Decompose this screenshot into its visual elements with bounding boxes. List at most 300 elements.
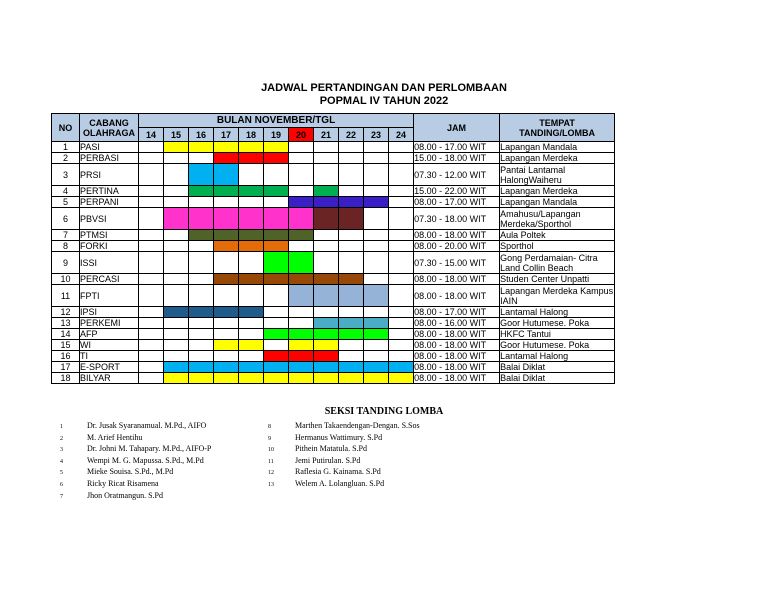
- day-cell-22: [339, 307, 364, 318]
- row-number: 6: [52, 208, 80, 230]
- day-cell-16: [189, 318, 214, 329]
- header-jam: JAM: [414, 114, 500, 142]
- sport-name: PERCASI: [80, 274, 139, 285]
- day-cell-22: [339, 274, 364, 285]
- day-cell-14: [139, 351, 164, 362]
- day-cell-17: [214, 241, 239, 252]
- sport-name: PTMSI: [80, 230, 139, 241]
- staff-list-left: [60, 421, 211, 502]
- day-cell-18: [239, 208, 264, 230]
- day-cell-21: [314, 329, 339, 340]
- day-cell-18: [239, 197, 264, 208]
- table-row: [52, 329, 615, 340]
- venue-cell: Lapangan Merdeka Kampus IAIN: [500, 285, 614, 306]
- day-cell-24: [389, 153, 414, 164]
- day-cell-19: [264, 252, 289, 274]
- day-cell-17: [214, 164, 239, 186]
- staff-item: [60, 456, 211, 468]
- day-cell-15: [164, 197, 189, 208]
- day-cell-20: [289, 252, 314, 274]
- day-cell-19: [264, 153, 289, 164]
- staff-number: 8: [268, 424, 271, 430]
- day-cell-18: [239, 230, 264, 241]
- day-cell-15: [164, 164, 189, 186]
- day-cell-16: [189, 373, 214, 384]
- day-cell-15: [164, 230, 189, 241]
- header-bulan: BULAN NOVEMBER/TGL: [139, 114, 414, 128]
- day-cell-23: [364, 307, 389, 318]
- time-cell: 08.00 - 18.00 WIT: [414, 274, 500, 285]
- sport-name: AFP: [80, 329, 139, 340]
- day-cell-16: [189, 285, 214, 307]
- day-cell-22: [339, 241, 364, 252]
- staff-number: 11: [268, 458, 274, 465]
- day-cell-22: [339, 153, 364, 164]
- day-cell-17: [214, 208, 239, 230]
- staff-number: 1: [60, 424, 63, 430]
- time-cell: 08.00 - 18.00 WIT: [414, 351, 500, 362]
- staff-item: [268, 456, 420, 468]
- staff-item: [268, 433, 420, 445]
- day-cell-18: [239, 307, 264, 318]
- day-cell-22: [339, 329, 364, 340]
- day-cell-23: [364, 208, 389, 230]
- sport-name: BILYAR: [80, 373, 139, 384]
- venue-cell: HKFC Tantui: [500, 329, 615, 340]
- day-cell-17: [214, 186, 239, 197]
- day-cell-15: [164, 351, 189, 362]
- row-number: 16: [52, 351, 80, 362]
- staff-item: [268, 444, 420, 456]
- day-cell-16: [189, 208, 214, 230]
- staff-section-title: SEKSI TANDING LOMBA: [324, 406, 444, 417]
- day-cell-14: [139, 153, 164, 164]
- day-cell-20: [289, 285, 314, 307]
- day-cell-15: [164, 241, 189, 252]
- staff-name: Marthen Takaendengan-Dengan. S.Sos: [295, 421, 420, 430]
- day-cell-14: [139, 285, 164, 307]
- table-row: [52, 362, 615, 373]
- day-cell-16: [189, 351, 214, 362]
- day-cell-23: [364, 329, 389, 340]
- staff-name: M. Arief Hentihu: [87, 432, 143, 442]
- staff-number: 6: [60, 481, 63, 488]
- staff-list-right: [268, 421, 420, 491]
- day-cell-23: [364, 340, 389, 351]
- time-cell: 07.30 - 15.00 WIT: [414, 252, 500, 274]
- day-cell-14: [139, 142, 164, 153]
- schedule-table: [51, 113, 615, 384]
- row-number: 1: [52, 142, 80, 153]
- day-header-21: 21: [314, 128, 339, 142]
- table-row: [52, 164, 615, 186]
- day-cell-15: [164, 142, 189, 153]
- day-cell-20: [289, 164, 314, 186]
- table-row: [52, 241, 615, 252]
- venue-cell: Sporthol: [500, 241, 615, 252]
- day-cell-24: [389, 230, 414, 241]
- day-cell-21: [314, 252, 339, 274]
- day-header-22: 22: [339, 128, 364, 142]
- staff-name: Mieke Souisa. S.Pd., M.Pd: [87, 467, 174, 477]
- day-cell-16: [189, 241, 214, 252]
- day-cell-24: [389, 142, 414, 153]
- day-cell-22: [339, 285, 364, 307]
- day-cell-20: [289, 241, 314, 252]
- day-cell-18: [239, 252, 264, 274]
- day-cell-19: [264, 164, 289, 186]
- day-cell-19: [264, 318, 289, 329]
- staff-item: [268, 421, 420, 433]
- day-cell-19: [264, 351, 289, 362]
- staff-number: 12: [268, 470, 274, 477]
- day-cell-18: [239, 153, 264, 164]
- day-cell-22: [339, 373, 364, 384]
- day-cell-19: [264, 197, 289, 208]
- day-cell-20: [289, 153, 314, 164]
- day-cell-24: [389, 241, 414, 252]
- staff-number: 9: [268, 435, 271, 442]
- staff-name: Jemi Putirulan. S.Pd: [295, 455, 361, 465]
- staff-number: 3: [60, 447, 63, 454]
- day-cell-21: [314, 142, 339, 153]
- venue-cell: Balai Diklat: [500, 373, 615, 384]
- day-cell-24: [389, 274, 414, 285]
- day-cell-22: [339, 230, 364, 241]
- day-cell-18: [239, 318, 264, 329]
- header-tempat: [500, 114, 615, 142]
- day-header-14: 14: [139, 128, 164, 142]
- day-cell-19: [264, 373, 289, 384]
- day-cell-23: [364, 241, 389, 252]
- table-row: [52, 230, 615, 241]
- day-cell-17: [214, 340, 239, 351]
- day-cell-21: [314, 186, 339, 197]
- table-row: [52, 373, 615, 384]
- day-cell-17: [214, 197, 239, 208]
- day-cell-21: [314, 340, 339, 351]
- day-cell-24: [389, 373, 414, 384]
- day-header-19: 19: [264, 128, 289, 142]
- document-subtitle: POPMAL IV TAHUN 2022: [319, 95, 449, 107]
- table-row: [52, 208, 615, 230]
- day-cell-22: [339, 252, 364, 274]
- day-cell-23: [364, 362, 389, 373]
- day-cell-17: [214, 329, 239, 340]
- day-cell-23: [364, 153, 389, 164]
- day-cell-22: [339, 186, 364, 197]
- day-cell-23: [364, 274, 389, 285]
- table-row: [52, 142, 615, 153]
- time-cell: 08.00 - 17.00 WIT: [414, 197, 500, 208]
- day-cell-15: [164, 153, 189, 164]
- time-cell: 15.00 - 22.00 WIT: [414, 186, 500, 197]
- time-cell: 08.00 - 18.00 WIT: [414, 285, 500, 307]
- sport-name: IPSI: [80, 307, 139, 318]
- day-cell-16: [189, 274, 214, 285]
- day-cell-21: [314, 153, 339, 164]
- day-cell-24: [389, 362, 414, 373]
- day-cell-22: [339, 318, 364, 329]
- day-cell-16: [189, 329, 214, 340]
- day-header-24: 24: [389, 128, 414, 142]
- day-cell-19: [264, 142, 289, 153]
- venue-cell: Goor Hutumese. Poka: [500, 340, 615, 351]
- day-cell-15: [164, 285, 189, 307]
- day-cell-24: [389, 307, 414, 318]
- day-cell-18: [239, 329, 264, 340]
- sport-name: E-SPORT: [80, 362, 139, 373]
- day-cell-18: [239, 285, 264, 307]
- day-cell-19: [264, 230, 289, 241]
- day-cell-15: [164, 186, 189, 197]
- day-cell-17: [214, 252, 239, 274]
- day-cell-14: [139, 318, 164, 329]
- day-cell-14: [139, 362, 164, 373]
- day-cell-20: [289, 186, 314, 197]
- day-cell-16: [189, 340, 214, 351]
- day-cell-23: [364, 230, 389, 241]
- staff-name: Ricky Ricat Risamena: [87, 478, 159, 488]
- day-cell-20: [289, 208, 314, 230]
- day-cell-19: [264, 340, 289, 351]
- day-cell-17: [214, 318, 239, 329]
- day-cell-20: [289, 197, 314, 208]
- venue-cell: Lantamal Halong: [500, 307, 615, 318]
- day-cell-16: [189, 153, 214, 164]
- day-cell-14: [139, 274, 164, 285]
- day-cell-16: [189, 164, 214, 186]
- day-cell-20: [289, 142, 314, 153]
- staff-number: 5: [60, 470, 63, 477]
- day-cell-23: [364, 142, 389, 153]
- day-cell-24: [389, 186, 414, 197]
- day-cell-16: [189, 142, 214, 153]
- table-row: [52, 252, 615, 274]
- day-cell-19: [264, 241, 289, 252]
- sport-name: PERKEMI: [80, 318, 139, 329]
- day-cell-20: [289, 329, 314, 340]
- staff-item: [268, 467, 420, 479]
- row-number: 14: [52, 329, 80, 340]
- day-cell-17: [214, 373, 239, 384]
- sport-name: FORKI: [80, 241, 139, 252]
- day-cell-21: [314, 318, 339, 329]
- day-cell-23: [364, 164, 389, 186]
- day-cell-18: [239, 241, 264, 252]
- day-cell-17: [214, 153, 239, 164]
- header-tempat-line1: TEMPAT: [539, 117, 575, 128]
- staff-name: Dr. Johni M. Tahapary. M.Pd., AIFO-P: [87, 444, 212, 454]
- day-cell-24: [389, 208, 414, 230]
- header-cabang-line1: CABANG: [89, 117, 129, 128]
- table-row: [52, 340, 615, 351]
- time-cell: 08.00 - 16.00 WIT: [414, 318, 500, 329]
- day-cell-24: [389, 285, 414, 307]
- time-cell: 08.00 - 18.00 WIT: [414, 230, 500, 241]
- time-cell: 08.00 - 18.00 WIT: [414, 329, 500, 340]
- day-cell-21: [314, 307, 339, 318]
- day-cell-15: [164, 307, 189, 318]
- day-cell-23: [364, 373, 389, 384]
- day-cell-19: [264, 362, 289, 373]
- day-cell-17: [214, 307, 239, 318]
- day-cell-17: [214, 351, 239, 362]
- day-cell-23: [364, 252, 389, 274]
- day-cell-19: [264, 274, 289, 285]
- day-header-23: 23: [364, 128, 389, 142]
- day-cell-22: [339, 142, 364, 153]
- day-cell-24: [389, 197, 414, 208]
- staff-name: Dr. Jusak Syaranamual. M.Pd., AIFO: [87, 421, 207, 430]
- time-cell: 07.30 - 12.00 WIT: [414, 164, 500, 186]
- day-cell-19: [264, 329, 289, 340]
- day-cell-21: [314, 241, 339, 252]
- day-cell-23: [364, 351, 389, 362]
- row-number: 18: [52, 373, 80, 384]
- day-cell-21: [314, 164, 339, 186]
- day-header-17: 17: [214, 128, 239, 142]
- day-cell-24: [389, 318, 414, 329]
- day-cell-24: [389, 351, 414, 362]
- staff-item: [60, 467, 211, 479]
- day-cell-24: [389, 252, 414, 274]
- day-cell-23: [364, 285, 389, 307]
- header-cabang: [80, 114, 139, 142]
- day-cell-17: [214, 230, 239, 241]
- day-cell-20: [289, 373, 314, 384]
- venue-cell: Lantamal Halong: [500, 351, 615, 362]
- day-cell-23: [364, 186, 389, 197]
- day-cell-14: [139, 329, 164, 340]
- day-cell-21: [314, 274, 339, 285]
- sport-name: PRSI: [80, 164, 139, 186]
- venue-cell: Goor Hutumese. Poka: [500, 318, 615, 329]
- day-header-15: 15: [164, 128, 189, 142]
- day-cell-15: [164, 373, 189, 384]
- time-cell: 08.00 - 17.00 WIT: [414, 142, 500, 153]
- staff-number: 13: [268, 481, 274, 488]
- staff-name: Hermanus Wattimury. S.Pd: [295, 432, 383, 442]
- time-cell: 08.00 - 18.00 WIT: [414, 340, 500, 351]
- table-row: [52, 285, 615, 307]
- staff-item: [60, 491, 211, 503]
- venue-cell: Studen Center Unpatti: [500, 274, 615, 285]
- day-cell-17: [214, 362, 239, 373]
- day-cell-18: [239, 164, 264, 186]
- row-number: 10: [52, 274, 80, 285]
- day-cell-23: [364, 197, 389, 208]
- day-cell-21: [314, 351, 339, 362]
- venue-cell: Balai Diklat: [500, 362, 615, 373]
- day-cell-18: [239, 340, 264, 351]
- day-cell-14: [139, 164, 164, 186]
- day-cell-14: [139, 197, 164, 208]
- day-cell-24: [389, 164, 414, 186]
- header-cabang-line2: OLAHRAGA: [83, 127, 135, 138]
- venue-cell: Lapangan Merdeka: [500, 153, 615, 164]
- sport-name: ISSI: [80, 252, 139, 274]
- time-cell: 07.30 - 18.00 WIT: [414, 208, 500, 230]
- day-cell-14: [139, 241, 164, 252]
- venue-cell: Amahusu/Lapangan Merdeka/Sporthol: [500, 208, 615, 230]
- table-row: [52, 197, 615, 208]
- sport-name: PASI: [80, 142, 139, 153]
- day-cell-20: [289, 362, 314, 373]
- staff-number: 7: [60, 493, 63, 500]
- time-cell: 08.00 - 20.00 WIT: [414, 241, 500, 252]
- time-cell: 08.00 - 18.00 WIT: [414, 362, 500, 373]
- header-no: NO: [52, 114, 80, 142]
- row-number: 13: [52, 318, 80, 329]
- day-cell-16: [189, 230, 214, 241]
- day-header-18: 18: [239, 128, 264, 142]
- staff-item: [60, 479, 211, 491]
- day-cell-14: [139, 373, 164, 384]
- day-cell-14: [139, 186, 164, 197]
- time-cell: 08.00 - 17.00 WIT: [414, 307, 500, 318]
- day-cell-16: [189, 362, 214, 373]
- venue-cell: Lapangan Mandala: [500, 142, 615, 153]
- venue-cell: Gong Perdamaian- Citra Land Collin Beach: [500, 252, 615, 274]
- staff-item: [60, 433, 211, 445]
- row-number: 3: [52, 164, 80, 186]
- day-cell-17: [214, 285, 239, 307]
- staff-name: Pithein Matatula. S.Pd: [295, 444, 367, 454]
- venue-cell: Pantai Lantamal HalongWaiheru: [500, 164, 615, 186]
- day-cell-17: [214, 142, 239, 153]
- venue-cell: Aula Poltek: [500, 230, 615, 241]
- day-cell-14: [139, 307, 164, 318]
- day-header-20: 20: [289, 128, 314, 142]
- day-cell-15: [164, 318, 189, 329]
- day-cell-16: [189, 307, 214, 318]
- table-row: [52, 307, 615, 318]
- day-cell-22: [339, 197, 364, 208]
- day-cell-24: [389, 340, 414, 351]
- day-cell-22: [339, 208, 364, 230]
- day-cell-15: [164, 340, 189, 351]
- sport-name: TI: [80, 351, 139, 362]
- row-number: 8: [52, 241, 80, 252]
- day-cell-14: [139, 340, 164, 351]
- day-cell-16: [189, 252, 214, 274]
- day-cell-16: [189, 197, 214, 208]
- staff-name: Raflesia G. Kainama. S.Pd: [295, 467, 381, 477]
- day-cell-20: [289, 307, 314, 318]
- day-cell-14: [139, 208, 164, 230]
- day-cell-20: [289, 340, 314, 351]
- day-cell-19: [264, 186, 289, 197]
- row-number: 15: [52, 340, 80, 351]
- day-cell-17: [214, 274, 239, 285]
- day-cell-21: [314, 362, 339, 373]
- day-cell-19: [264, 307, 289, 318]
- day-cell-18: [239, 142, 264, 153]
- staff-number: 2: [60, 435, 63, 442]
- day-cell-19: [264, 208, 289, 230]
- row-number: 7: [52, 230, 80, 241]
- table-row: [52, 351, 615, 362]
- day-cell-15: [164, 274, 189, 285]
- day-cell-18: [239, 274, 264, 285]
- day-cell-14: [139, 252, 164, 274]
- row-number: 11: [52, 285, 80, 307]
- day-cell-20: [289, 351, 314, 362]
- row-number: 2: [52, 153, 80, 164]
- day-cell-14: [139, 230, 164, 241]
- row-number: 9: [52, 252, 80, 274]
